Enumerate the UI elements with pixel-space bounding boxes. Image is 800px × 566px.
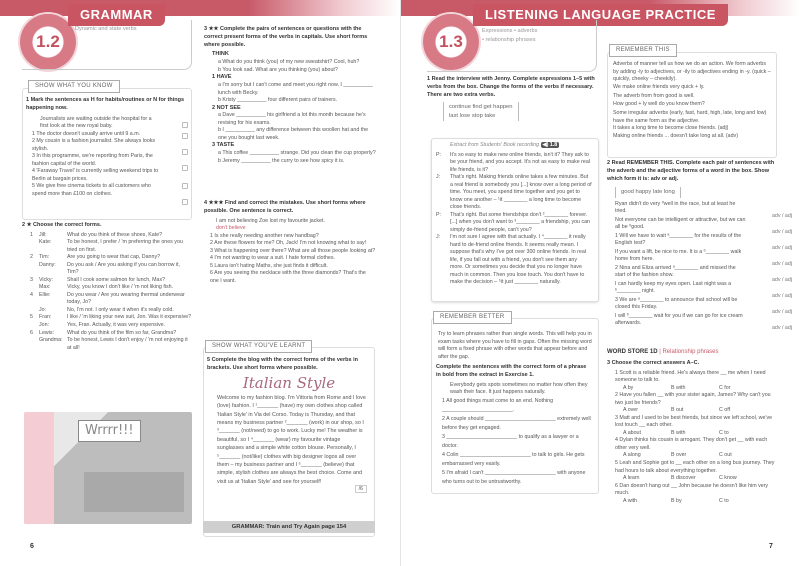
exercise-1-items: [26, 131, 166, 199]
line-text: I like / 'm liking your new suit, Jon. Was it expensive?: [67, 314, 192, 321]
header-divider: [427, 20, 597, 72]
line-number: [30, 307, 39, 315]
dialogue-line: [30, 314, 192, 322]
adv-adj-choice[interactable]: adv / adj: [771, 309, 792, 315]
line-number: 4: [30, 291, 33, 298]
answer-options: [615, 452, 779, 460]
turn-text: I'm not sure I agree with that actually. I ⁴________ it really hard to de-friend online friends. It seems really mean. I suppose that's why I've got over 300 online friends. In real life, if you fall out with a friend, you don't see them any more. Or sometimes you decide that you no longer have much in common. Then you lose touch. You don't have to make the decision – ⁵it just ________ naturally.: [450, 234, 586, 286]
exercise-5-title: 5 Complete the blog with the correct forms of the verbs in brackets. Use short forms where possible.: [207, 357, 358, 371]
speaker: Fran:: [39, 314, 52, 321]
word-box: [615, 187, 779, 197]
word-box-content: [443, 102, 519, 120]
line-text: To be honest, I prefer / 'm preferring the ones you tried on first.: [67, 239, 183, 253]
question: 6 Dan doesn't hang out __ John because he doesn't like him very much.: [615, 482, 769, 497]
line-text: Do you ask / Are you asking if you can borrow it, Tim?: [67, 261, 181, 276]
option-a[interactable]: A with: [623, 497, 638, 504]
line-text: No, I'm not. I only wear it when it's really cold.: [67, 306, 174, 313]
show-what-you-know-label: SHOW WHAT YOU KNOW: [28, 80, 120, 93]
option-b[interactable]: B over: [671, 452, 687, 459]
exercise-2-item: I can hardly keep my eyes open. Last night was a ᵇ________ night.: [615, 280, 732, 295]
dialogue-line: [30, 232, 192, 240]
question: 5 Leah and Sophie got to __ each other on a long bus journey. They had hours to talk about everything together.: [615, 459, 775, 474]
cinema-illustration: [24, 412, 192, 524]
adv-adj-choice[interactable]: adv / adj: [771, 229, 792, 235]
verb-label: THINK: [212, 51, 229, 58]
verb-label: 3 TASTE: [212, 142, 235, 149]
answer-box-example[interactable]: [182, 122, 188, 128]
remember-better-item: 5 I'm afraid I can't ________________________ with anyone who turns out to be untrustworthy.: [442, 469, 586, 485]
exercise-2-item: 1 Will we have to wait ᵃ________ for the results of the English test?: [615, 232, 742, 247]
audio-track-badge[interactable]: ◀) 1.8: [542, 142, 558, 148]
remember-this-panel: [607, 52, 777, 158]
remember-this-text: We make online friends very quick + ly.: [613, 83, 705, 90]
exercise-3-questions: [607, 370, 779, 505]
extract-dialogue: [432, 150, 598, 287]
exercise-3: [204, 26, 376, 165]
header-band: [0, 0, 400, 16]
remember-better-item: 2 A couple should ________________________ extremely well before they get engaged.: [442, 415, 591, 431]
line-text: Yes, Fran. Actually, it was very expensive.: [67, 321, 166, 328]
dialogue-turn: [436, 234, 592, 287]
speaker: Vicky:: [39, 276, 54, 283]
remember-this-label: REMEMBER THIS: [609, 44, 677, 57]
turn-text: That's right. Making friends online takes a few minutes. But a real friend is somebody you [...] know over a long period of time. You meet, you spend time together and you get to know one another – ¹it ________ a long time to become close friends.: [450, 174, 592, 211]
remember-this-text: Making online friends ... doesn't take long at all. (adv): [613, 132, 738, 139]
speaker: J:: [436, 174, 441, 181]
verb-label: 1 HAVE: [212, 74, 232, 81]
word-box: [443, 102, 599, 120]
exercise-2-item: If you want a lift, be nice to me. It is a ᵇ________ walk home from here.: [615, 248, 742, 263]
adv-adj-choice[interactable]: adv / adj: [771, 245, 792, 251]
remember-this-text: Some irregular adverbs (early, fast, hard, high, late, long and low) have the same form as the adjective.: [613, 110, 767, 124]
remember-better-item: 1 All good things must come to an end. Nothing ________________________.: [442, 397, 554, 413]
line-number: [30, 262, 39, 277]
sentence: b I __________ any difference between this woollen hat and the one you bought last week.: [218, 127, 369, 141]
speaker: Ellie:: [39, 291, 51, 298]
lesson-number: 1.2: [36, 31, 60, 51]
exercise-4-title: 4 ★★★ Find and correct the mistakes. Use short forms where possible. One sentence is correct.: [204, 200, 366, 214]
dialogue-line: [30, 284, 192, 292]
option-c[interactable]: C know: [719, 475, 737, 482]
exercise-4-item: 5 Laura isn't hating Maths, she just finds it difficult.: [210, 262, 328, 269]
lesson-number: 1.3: [439, 31, 463, 51]
dialogue-turn: [436, 152, 592, 175]
exercise-4-item: 1 Is she really needing another new handbag?: [210, 232, 319, 239]
speaker: Kate:: [39, 239, 52, 246]
cinema-seats: [84, 472, 184, 512]
speaker: Jo:: [39, 306, 47, 313]
exercise-1-example: Journalists are waiting outside the hospital for a first look at the new royal baby.: [40, 115, 152, 130]
exercise-1-item: 4 'Faraway Travel' is currently selling weekend trips to Berlin at bargain prices.: [32, 168, 159, 182]
remember-better-item: 4 Colin ________________________ to talk to girls. He gets embarrassed very easily.: [442, 451, 585, 467]
exercise-2: [607, 160, 779, 329]
score: /6: [355, 485, 367, 493]
speaker: Jon:: [39, 321, 50, 328]
option-c[interactable]: C to: [719, 429, 729, 436]
option-c[interactable]: C off: [719, 407, 731, 414]
line-text: Vicky, you know I don't like / 'm not liking fish.: [67, 284, 174, 291]
dialogue-line: [30, 292, 192, 307]
speaker: Max:: [39, 284, 51, 291]
dialogue-line: [30, 307, 192, 315]
option-c[interactable]: C out: [719, 452, 732, 459]
adv-adj-choice[interactable]: adv / adj: [771, 277, 792, 283]
exercise-2-title: 2 Read REMEMBER THIS. Complete each pair of sentences with the adverb and the adjective forms of a word in the box. Show which form it is: adv or adj.: [607, 160, 775, 182]
option-b[interactable]: B with: [671, 384, 686, 391]
dialogue-line: [30, 277, 192, 285]
score-box: [207, 486, 371, 494]
sentence: b Jeremy __________ the curry to see how spicy it is.: [218, 157, 345, 164]
exercise-4-item: 3 What is happening over there? What are all those people looking at?: [210, 247, 376, 254]
sentence: a I'm sorry but I can't come and meet you right now. I __________ lunch with Becky.: [218, 82, 373, 96]
answer-box-3[interactable]: [182, 165, 188, 171]
option-a[interactable]: A over: [623, 407, 639, 414]
remember-this-text: The adverb from from good is well.: [613, 93, 695, 100]
remember-this-text: Adverbs of manner tell us how we do an action. We form adverbs by adding -ly to adjectives, or -ily to adjectives ending in -y. (quick – quickly, cheeky – cheekily).: [613, 61, 771, 83]
sentence: b Kristy __________ four different pairs of trainers.: [218, 97, 338, 104]
remember-better-items: [432, 397, 598, 487]
answer-options: [615, 407, 779, 415]
speaker: Danny:: [39, 261, 56, 268]
answer-box-5[interactable]: [182, 199, 188, 205]
exercise-2-item: Ryan didn't do very ⁰well in the race, but at least he tried.: [615, 200, 736, 215]
line-number: 3: [30, 276, 33, 283]
word-box-content: good happy late long: [615, 187, 681, 197]
exercise-3: [607, 360, 779, 505]
verb-label: 2 NOT SEE: [212, 104, 241, 111]
section-title: LISTENING LANGUAGE PRACTICE: [473, 4, 728, 26]
exercise-1-item: 3 In this programme, we're reporting from Paris, the fashion capital of the world.: [32, 153, 153, 167]
extract-header: [432, 139, 598, 150]
section-title: GRAMMAR: [68, 4, 165, 26]
exercise-2-item: I will ᵇ________ wait for you if we can go for ice cream afterwards.: [615, 312, 743, 327]
remember-better-text: Try to learn phrases rather than single words. This will help you in exam tasks where you have to fill in gaps. Often the missing word will form a fixed phrase with other words that appear before and after the gap.: [438, 331, 592, 360]
page-number: 7: [769, 543, 773, 550]
line-text: Shall I cook some salmon for lunch, Max?: [67, 276, 166, 283]
remember-this-text: It takes a long time to become close friends. (adj): [613, 125, 729, 132]
exercise-2: [22, 222, 192, 352]
answer-box-4[interactable]: [182, 183, 188, 189]
line-number: [30, 284, 39, 292]
extract-panel: [431, 138, 599, 302]
question: 4 Dylan thinks his cousin is arrogant. They don't get __ with each other very well.: [615, 437, 768, 451]
exercise-2-item: 3 We are ᵃ________ to announce that school will be closed this Friday.: [615, 296, 738, 311]
question: 1 Scott is a reliable friend. He's always there __ me when I need someone to talk to.: [615, 369, 766, 384]
extract-label: Extract from Students' Book recording: [450, 142, 540, 148]
remember-this-text: How good + ly well do you know them?: [613, 100, 705, 107]
dialogue-line: [30, 330, 192, 338]
exercise-4-example-answer: don't believe: [216, 225, 246, 232]
line-text: What do you think of the film so far, Grandma?: [67, 329, 177, 336]
remember-this-content: [608, 53, 776, 140]
line-number: [30, 322, 39, 330]
option-c[interactable]: C for: [719, 384, 731, 391]
word-store-heading: [607, 348, 719, 357]
option-a[interactable]: A learn: [623, 475, 640, 482]
answer-options: [615, 475, 779, 483]
option-c[interactable]: C to: [719, 497, 729, 504]
grammar-footer-link[interactable]: GRAMMAR: Train and Try Again page 154: [203, 521, 375, 533]
exercise-4-item: 6 Are you seeing the necklace with the three diamonds? That's the one I want.: [210, 270, 366, 284]
answer-options: [615, 430, 779, 438]
answer-options: [615, 498, 779, 506]
sentence: a What do you think (you) of my new sweatshirt? Cool, huh?: [218, 59, 360, 66]
word-store-topic: | Relationship phrases: [659, 349, 719, 355]
adv-adj-choice[interactable]: adv / adj: [771, 213, 792, 219]
speaker: Jill:: [39, 231, 47, 238]
exercise-2-items: [607, 201, 747, 329]
line-number: 5: [30, 314, 33, 321]
dialogue-turn: [436, 174, 592, 212]
speaker: P:: [436, 211, 442, 218]
dialogue-line: [30, 254, 192, 262]
remember-better-item: 3 ________________________ to qualify as a lawyer or a doctor.: [442, 433, 579, 449]
dialogue-line: [30, 262, 192, 277]
line-number: 6: [30, 329, 33, 336]
dialogue-list: [22, 232, 192, 352]
remember-better-instruction: Complete the sentences with the correct form of a phrase in bold from the extract in Exercise 1.: [436, 364, 587, 378]
option-a[interactable]: A along: [623, 452, 641, 459]
dialogue-line: [30, 337, 192, 352]
exercise-3-title: 3 Choose the correct answers A–C.: [607, 360, 700, 366]
right-page: [400, 0, 800, 566]
exercise-2-item: 2 Nina and Eliza arrived ᵃ________ and missed the start of the fashion show.: [615, 264, 736, 279]
question: 2 Have you fallen __ with your sister again, James? Why can't you two just be friends?: [615, 392, 771, 406]
sentence: b You look sad. What are you thinking (you) about?: [218, 66, 338, 73]
turn-text: It's so easy to make new online friends, isn't it? They ask to be your friend, and you accept. It's not as easy to make real life friends, is it?: [450, 151, 590, 173]
exercise-2-item: Not everyone can be intelligent or attractive, but we can all be ⁰good.: [615, 216, 746, 231]
adv-adj-choice[interactable]: adv / adj: [771, 261, 792, 267]
option-b[interactable]: B with: [671, 429, 686, 436]
word-box-line: continue find get happen: [449, 104, 513, 111]
exercise-3-title: 3 ★★ Complete the pairs of sentences or questions with the correct present forms of the verbs in capitals. Use short forms where possible.: [204, 26, 368, 48]
subtitle-line: Expressions • adverbs: [482, 28, 538, 34]
speaker: Lewis:: [39, 329, 55, 336]
answer-box-1[interactable]: [182, 133, 188, 139]
exercise-1-title: 1 Read the interview with Jenny. Complete expressions 1–5 with verbs from the box. Change the forms of the verbs if necessary. There are two extra verbs.: [427, 76, 595, 98]
exercise-1-item: 1 The doctor doesn't usually arrive until 9 a.m.: [32, 130, 141, 137]
word-box-line: last lose stop take: [449, 112, 496, 119]
sentence: a This coffee __________ strange. Did you clean the cup properly?: [218, 150, 376, 157]
adv-adj-choice[interactable]: adv / adj: [771, 293, 792, 299]
exercise-1-title: 1 Mark the sentences as H for habits/routines or N for things happening now.: [26, 97, 185, 111]
line-number: 2: [30, 254, 33, 261]
exercise-4-item: 2 Are these flowers for me? Oh, Jack! I'm not knowing what to say!: [210, 240, 367, 247]
line-number: [30, 239, 39, 254]
line-text: Do you wear / Are you wearing thermal underwear today, Jo?: [67, 291, 185, 306]
sentence: a Dave __________ his girlfriend a lot this month because he's revising for his exams.: [218, 112, 366, 126]
dialogue-line: [30, 322, 192, 330]
blog-title: Italian Style: [242, 373, 336, 392]
dinosaur-shape: [24, 412, 54, 524]
exercise-2-title: 2 ★ Choose the correct forms.: [22, 222, 102, 228]
exercise-4-item: 4 I'm not wanting to wear a suit. I hate formal clothes.: [210, 255, 335, 262]
speaker: J:: [436, 234, 441, 241]
line-text: What do you think of these shoes, Kate?: [67, 231, 163, 238]
question: 3 Matt and I used to be best friends, but since we left school, we've lost touch __ each other.: [615, 414, 773, 429]
line-number: 1: [30, 231, 33, 238]
dialogue-line: [30, 239, 192, 254]
option-a[interactable]: A by: [623, 384, 634, 391]
remember-better-label: REMEMBER BETTER: [433, 311, 512, 324]
line-text: Are you going to wear that cap, Danny?: [67, 254, 161, 261]
line-number: [30, 337, 39, 352]
option-a[interactable]: A about: [623, 429, 641, 436]
option-b[interactable]: B by: [671, 497, 682, 504]
section-subtitle: Dynamic and state verbs: [75, 26, 137, 32]
exercise-1-item: 5 We give free cinema tickets to all customers who spend more than £100 on clothes.: [32, 183, 151, 197]
answer-box-2[interactable]: [182, 149, 188, 155]
exercise-1-item: 2 My cousin is a fashion journalist. She always looks stylish.: [32, 138, 156, 152]
subtitle-line: • relationship phrases: [482, 36, 536, 43]
exercise-5: [207, 357, 371, 494]
page-number: 6: [30, 543, 34, 550]
exercise-4-items: [204, 233, 376, 286]
remember-better-example: Everybody gets spots sometimes no matter how often they wash their face. It just happens naturally.: [450, 381, 588, 396]
dialogue-turn: [436, 212, 592, 235]
header-divider: [22, 20, 192, 70]
speaker: Grandma:: [39, 337, 63, 344]
speaker: Tim:: [39, 254, 50, 261]
option-b[interactable]: B out: [671, 407, 684, 414]
answer-options: [615, 385, 779, 393]
speech-bubble: Wrrrr!!!: [78, 420, 141, 442]
adv-adj-choice[interactable]: adv / adj: [771, 325, 792, 331]
exercise-4: [204, 200, 376, 285]
exercise-4-example: I am not believing Zoe lost my favourite jacket.: [216, 217, 325, 224]
exercise-1: [427, 76, 599, 121]
exercise-1: [26, 97, 186, 198]
exercise-3-groups: [204, 51, 376, 165]
word-store-label: WORD STORE 1D: [607, 349, 658, 355]
turn-text: That's right. But some friendships don't ²________ forever. [...] when you don't want to ³________ a friendship, you can simply de-friend people, can't you?: [450, 211, 591, 233]
blog-text: Welcome to my fashion blog. I'm Vittoria from Rome and I love (love) fashion. I ¹_______ (have) my own clothes shop called 'Italian Style' in Via del Corso. Today is Thursday, and that means my business partner ²_______ (work) in our shop, so I ³_______ (not/need) to go to work. Lucky me! The weather is beautiful, so I ⁴_______ (wear) my favourite vintage sunglasses and a simple white cotton blouse. Personally, I ⁵_______ (not/like) clothes with big designer logos all over them – my business partner and I ⁶_______ (believe) that simple, stylish clothes are always the best choice. Come and visit us at 'Italian Style' and see for yourself!: [217, 394, 366, 485]
line-text: To be honest, Lewis I don't enjoy / 'm not enjoying it at all!: [67, 337, 188, 351]
speaker: P:: [436, 151, 442, 158]
remember-better-panel: [431, 318, 599, 494]
show-what-youve-learnt-label: SHOW WHAT YOU'VE LEARNT: [205, 340, 312, 353]
option-b[interactable]: B discover: [671, 475, 696, 482]
